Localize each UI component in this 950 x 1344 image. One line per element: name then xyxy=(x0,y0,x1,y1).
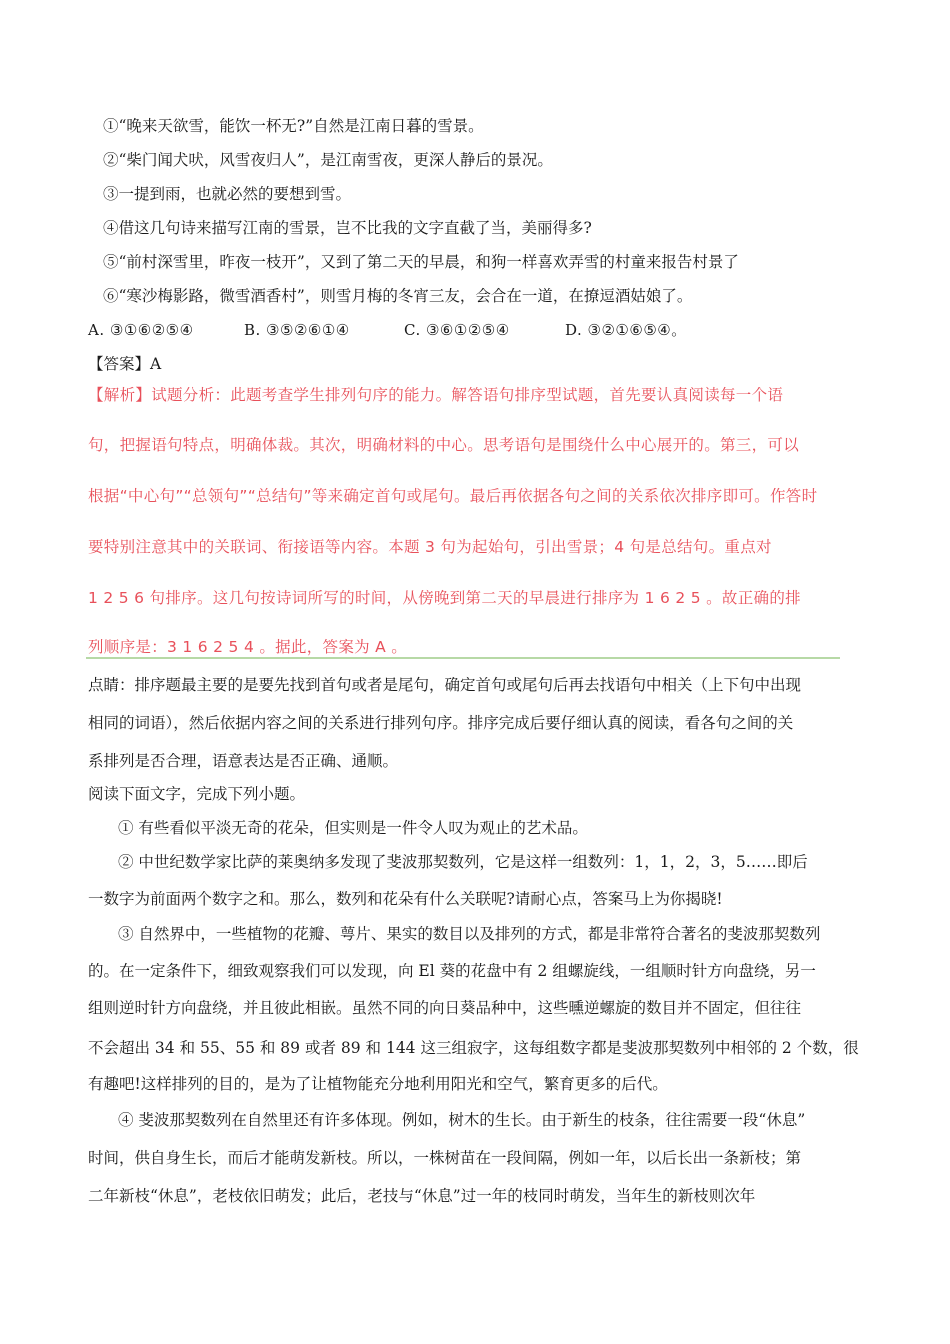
passage-para-4-line-3: 二年新枝“休息”，老枝依旧萌发；此后，老技与“休息”过一年的枝同时萌发，当年生的新枝则次年 xyxy=(88,1187,756,1205)
sentence-2: ②“柴门闻犬吠，风雪夜归人”，是江南雪夜，更深人静后的景况。 xyxy=(103,151,553,169)
passage-para-4-line-2: 时间，供自身生长，而后才能萌发新枝。所以，一株树苗在一段间隔，例如一年，以后长出一条新枝；第 xyxy=(88,1149,802,1167)
passage-para-2-line-1: ② 中世纪数学家比萨的莱奥纳多发现了斐波那契数列，它是这样一组数列：1，1，2，3，5……即后 xyxy=(118,853,808,871)
passage-para-3-line-2: 的。在一定条件下，细致观察我们可以发现，向 El 葵的花盘中有 2 组螺旋线，一组顺时针方向盘绕，另一 xyxy=(88,962,816,980)
option-c: C. ③⑥①②⑤④ xyxy=(404,321,510,339)
sentence-3: ③一提到雨，也就必然的要想到雪。 xyxy=(103,185,352,203)
sentence-4: ④借这几句诗来描写江南的雪景，岂不比我的文字直截了当，美丽得多? xyxy=(103,219,592,237)
passage-para-3-line-3: 组则逆时针方向盘绕，并且彼此相嵌。虽然不同的向日葵品种中，这些曛逆螺旋的数目并不固定，但往往 xyxy=(88,999,802,1017)
passage-para-3-line-4: 不会超出 34 和 55、55 和 89 或者 89 和 144 这三组寂字，这每组数字都是斐波那契数列中相邻的 2 个数，很 xyxy=(88,1039,859,1057)
analysis-line-2: 句，把握语句特点，明确体裁。其次，明确材料的中心。思考语句是围绕什么中心展开的。第三，可以 xyxy=(88,436,800,454)
section-divider xyxy=(86,657,840,659)
sentence-1: ①“晚来天欲雪，能饮一杯无?”自然是江南日暮的雪景。 xyxy=(103,117,484,135)
answer-options xyxy=(88,320,687,340)
passage-para-3-line-1: ③ 自然界中，一些植物的花瓣、萼片、果实的数目以及排列的方式，都是非常符合著名的斐波那契数列 xyxy=(118,925,821,943)
option-a: A. ③①⑥②⑤④ xyxy=(88,321,194,339)
reading-instruction: 阅读下面文字，完成下列小题。 xyxy=(88,785,306,803)
analysis-line-3: 根据“中心句”“总领句”“总结句”等来确定首句或尾句。最后再依据各句之间的关系依次排序即可。作答时 xyxy=(88,487,818,505)
analysis-line-4: 要特别注意其中的关联词、衔接语等内容。本题 3 句为起始句，引出雪景；4 句是总结句。重点对 xyxy=(88,538,772,556)
dianjing-line-3: 系排列是否合理，语意表达是否正确、通顺。 xyxy=(88,752,399,770)
analysis-line-6: 列顺序是：3 1 6 2 5 4 。据此，答案为 A 。 xyxy=(88,638,408,656)
dianjing-line-2: 相同的词语），然后依据内容之间的关系进行排列句序。排序完成后要仔细认真的阅读，看各句之间的关 xyxy=(88,714,794,732)
passage-para-4-line-1: ④ 斐波那契数列在自然里还有许多体现。例如，树木的生长。由于新生的枝条，往往需要一段“休息” xyxy=(118,1111,806,1129)
passage-para-3-line-5: 有趣吧!这样排列的目的，是为了让植物能充分地利用阳光和空气，繁育更多的后代。 xyxy=(88,1075,668,1093)
passage-para-2-line-2: 一数字为前面两个数字之和。那么，数列和花朵有什么关联呢?请耐心点，答案马上为你揭晓! xyxy=(88,890,723,908)
sentence-5: ⑤“前村深雪里，昨夜一枝开”，又到了第二天的早晨，和狗一样喜欢弄雪的村童来报告村景了 xyxy=(103,253,739,271)
analysis-line-1: 【解析】试题分析：此题考查学生排列句序的能力。解答语句排序型试题，首先要认真阅读每一个语 xyxy=(88,386,784,404)
option-b: B. ③⑤②⑥①④ xyxy=(244,321,350,339)
option-d: D. ③②①⑥⑤④。 xyxy=(565,321,687,339)
dianjing-line-1: 点睛：排序题最主要的是要先找到首句或者是尾句，确定首句或尾句后再去找语句中相关（上下句中出现 xyxy=(88,676,802,694)
passage-para-1: ① 有些看似平淡无奇的花朵，但实则是一件令人叹为观止的艺术品。 xyxy=(118,819,588,837)
sentence-6: ⑥“寒沙梅影路，微雪酒香村”，则雪月梅的冬宵三友，会合在一道，在撩逗酒姑娘了。 xyxy=(103,287,693,305)
analysis-line-5: 1 2 5 6 句排序。这几句按诗词所写的时间，从傍晚到第二天的早晨进行排序为 1 6 2 5 。故正确的排 xyxy=(88,589,801,607)
answer-label: 【答案】A xyxy=(88,355,162,373)
